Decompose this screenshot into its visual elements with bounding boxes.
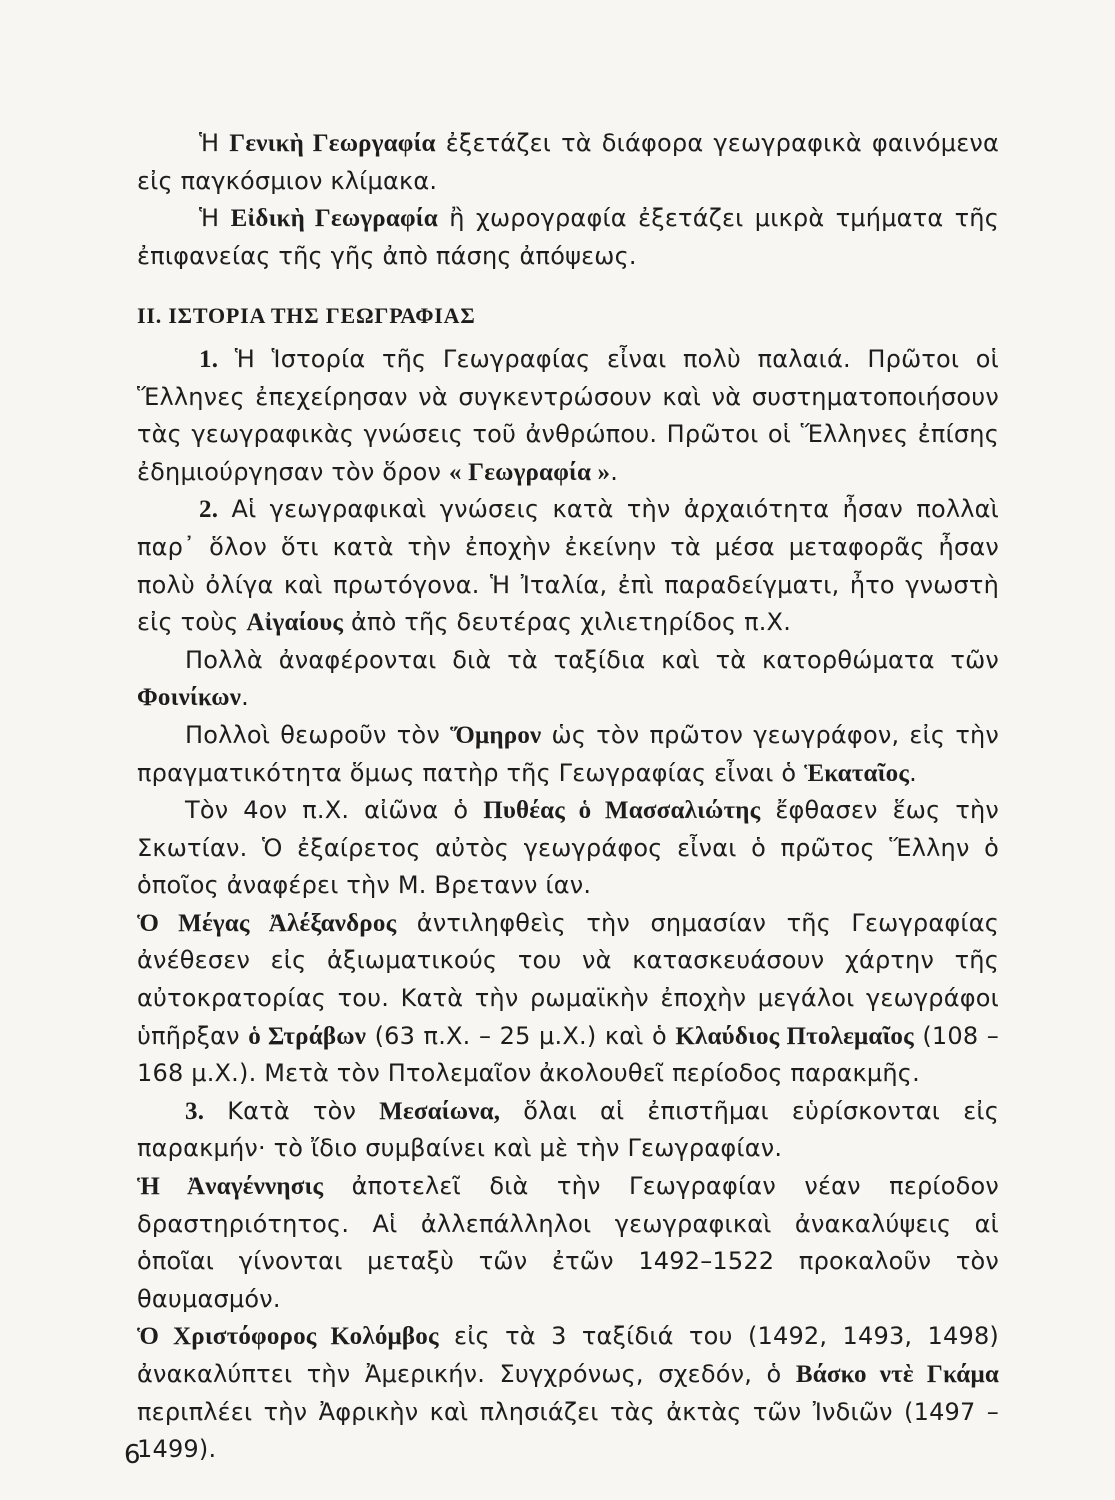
term-columbus: Ὁ Χριστόφορος Κολόμβος xyxy=(137,1323,439,1351)
term-renaissance: Ἡ Ἀναγέννησις xyxy=(137,1173,324,1201)
term-homer: Ὅμηρον xyxy=(450,721,542,749)
paragraph-homer: Πολλοὶ θεωροῦν τὸν Ὅμηρον ὡς τὸν πρῶτον γεωγράφον, εἰς τὴν πραγματικότητα ὅμως πατὴρ τῆς Γεωγραφίας εἶναι ὁ Ἑκαταῖος. xyxy=(137,720,999,787)
paragraph-number: 1. xyxy=(199,345,219,373)
term-general-geography: Γενικὴ Γεωργαφία xyxy=(229,130,436,157)
term-middle-ages: Μεσαίωνα, xyxy=(379,1097,501,1125)
term-strabo: ὁ Στράβων xyxy=(248,1022,367,1050)
term-vasco-da-gama: Βάσκο ντὲ Γκάμα xyxy=(795,1361,999,1388)
term-hecataeus: Ἑκαταῖος xyxy=(804,759,910,787)
paragraph-renaissance: Ἡ Ἀναγέννησις ἀποτελεῖ διὰ τὴν Γεωγραφίαν νέαν περίοδον δραστηριότητος. Αἱ ἀλλεπάλληλοι γεωγραφικαὶ ἀνακαλύψεις αἱ ὁποῖαι γίνονται μεταξὺ τῶν ἐτῶν 1492–1522 προκαλοῦν τὸν θαυμασμόν. xyxy=(137,1172,999,1313)
term-aegeans: Αἰγαίους xyxy=(246,609,344,637)
paragraph-phoenicians: Πολλὰ ἀναφέρονται διὰ τὰ ταξίδια καὶ τὰ κατορθώματα τῶν Φοινίκων. xyxy=(137,645,999,712)
term-special-geography: Εἰδικὴ Γεωγραφία xyxy=(230,205,438,233)
paragraph-3: 3. Κατὰ τὸν Μεσαίωνα, ὅλαι αἱ ἐπιστῆμαι εὑρίσκονται εἰς παρακμήν· τὸ ἴδιο συμβαίνει καὶ μὲ τὴν Γεωγραφίαν. xyxy=(137,1096,999,1163)
paragraph-columbus: Ὁ Χριστόφορος Κολόμβος εἰς τὰ 3 ταξίδιά του (1492, 1493, 1498) ἀνακαλύπτει τὴν Ἀμερικήν. Συγχρόνως, σχεδόν, ὁ Βάσκο ντὲ Γκάμα περιπλέει τὴν Ἀφρικὴν καὶ πλησιάζει τὰς ἀκτὰς τῶν Ἰνδιῶν (1497 – 1499). xyxy=(137,1322,999,1464)
paragraph-1: 1. Ἡ Ἱστορία τῆς Γεωγραφίας εἶναι πολὺ παλαιά. Πρῶτοι οἱ Ἕλληνες ἐπεχείρησαν νὰ συγκεντρώσουν καὶ νὰ συστηματοποιήσουν τὰς γεωγραφικὰς γνώσεις τοῦ ἀνθρώπου. Πρῶτοι οἱ Ἕλληνες ἐπίσης ἐδημιούργησαν τὸν ὅρον « Γεωγραφία ». xyxy=(137,344,999,486)
paragraph-number: 3. xyxy=(185,1097,205,1125)
term-geography: « Γεωγραφία » xyxy=(448,458,611,486)
term-pytheas: Πυθέας ὁ Μασσαλιώτης xyxy=(483,797,761,825)
term-phoenicians: Φοινίκων xyxy=(137,684,242,712)
paragraph-2: 2. Αἱ γεωγραφικαὶ γνώσεις κατὰ τὴν ἀρχαιότητα ἦσαν πολλαὶ παρ᾽ ὅλον ὅτι κατὰ τὴν ἐποχὴν ἐκείνην τὰ μέσα μεταφορᾶς ἦσαν πολὺ ὀλίγα καὶ πρωτόγονα. Ἡ Ἰταλία, ἐπὶ παραδείγματι, ἦτο γνωστὴ εἰς τοὺς Αἰγαίους ἀπὸ τῆς δευτέρας χιλιετηρίδος π.Χ. xyxy=(137,495,999,637)
page-body xyxy=(137,125,999,1469)
page-number: 6 xyxy=(124,1440,141,1470)
paragraph-special-geography: Ἡ Εἰδικὴ Γεωγραφία ἢ χωρογραφία ἐξετάζει μικρὰ τμήματα τῆς ἐπιφανείας τῆς γῆς ἀπὸ πάσης ἀπόψεως. xyxy=(137,204,999,270)
term-ptolemy: Κλαύδιος Πτολεμαῖος xyxy=(675,1022,914,1050)
paragraph-alexander: Ὁ Μέγας Ἀλέξανδρος ἀντιληφθεὶς τὴν σημασίαν τῆς Γεωγραφίας ἀνέθεσεν εἰς ἀξιωματικούς του νὰ κατασκευάσουν χάρτην τῆς αὐτοκρατορίας του. Κατὰ τὴν ρωμαϊκὴν ἐποχὴν μεγάλοι γεωγράφοι ὑπῆρξαν ὁ Στράβων (63 π.Χ. – 25 μ.Χ.) καὶ ὁ Κλαύδιος Πτολεμαῖος (108 – 168 μ.Χ.). Μετὰ τὸν Πτολεμαῖον ἀκολουθεῖ περίοδος παρακμῆς. xyxy=(137,908,999,1088)
paragraph-number: 2. xyxy=(199,496,219,524)
term-alexander: Ὁ Μέγας Ἀλέξανδρος xyxy=(137,909,397,937)
section-heading: II. ΙΣΤΟΡΙΑ ΤΗΣ ΓΕΩΓΡΑΦΙΑΣ xyxy=(137,303,476,329)
paragraph-pytheas: Τὸν 4ον π.Χ. αἰῶνα ὁ Πυθέας ὁ Μασσαλιώτης ἔφθασεν ἕως τὴν Σκωτίαν. Ὁ ἐξαίρετος αὐτὸς γεωγράφος εἶναι ὁ πρῶτος Ἕλλην ὁ ὁποῖος ἀναφέρει τὴν Μ. Βρετανν ίαν. xyxy=(137,796,999,900)
paragraph-general-geography: Ἡ Γενικὴ Γεωργαφία ἐξετάζει τὰ διάφορα γεωγραφικὰ φαινόμενα εἰς παγκόσμιον κλίμακα. xyxy=(137,129,999,195)
